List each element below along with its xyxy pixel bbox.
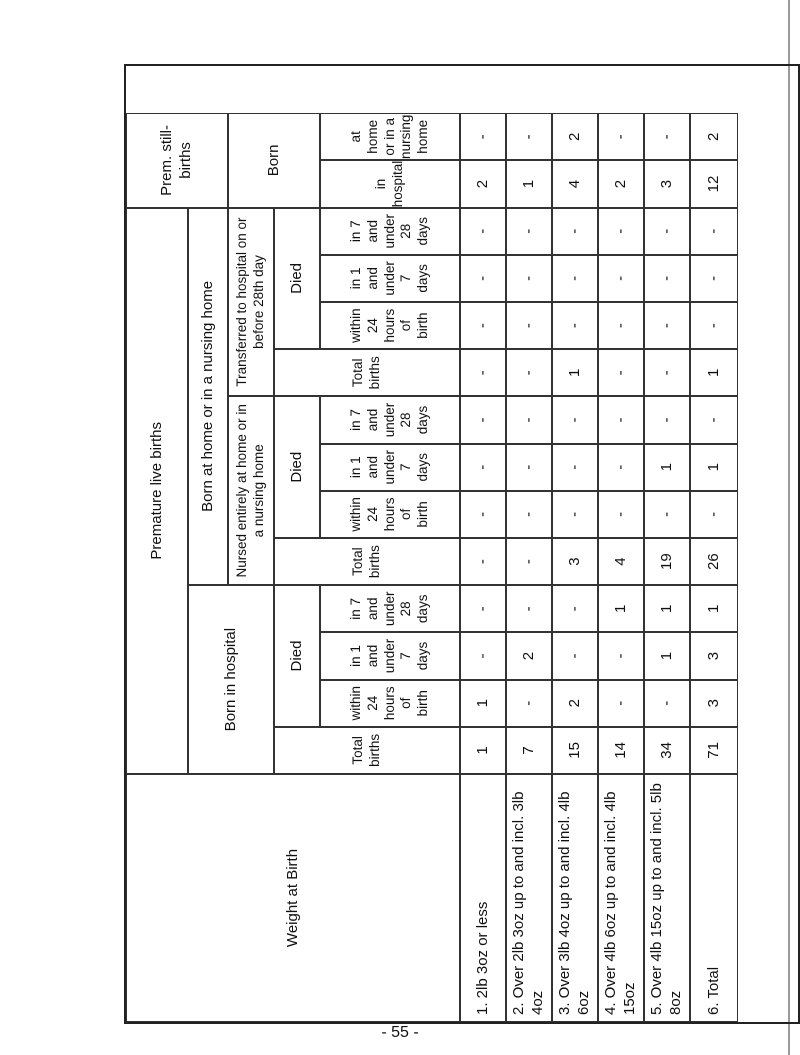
nursed-entirely-header: Nursed entirely at home or in a nursing home: [228, 396, 274, 585]
table-cell: 12: [690, 160, 738, 207]
table-cell: 1: [644, 444, 690, 491]
table-cell: -: [644, 491, 690, 538]
table-cell: -: [460, 113, 506, 160]
table-cell: -: [460, 632, 506, 679]
born-at-home-or-nursing-header: Born at home or in a nursing home: [188, 208, 228, 586]
table-cell: 2: [460, 160, 506, 207]
table-cell: -: [644, 302, 690, 349]
table-cell: -: [598, 396, 644, 443]
table-cell: 1: [690, 444, 738, 491]
row-label: 5. Over 4lb 15oz up to and incl. 5lb 8oz: [644, 774, 690, 1022]
table-cell: -: [506, 585, 552, 632]
table-cell: -: [690, 302, 738, 349]
table-cell: -: [644, 349, 690, 396]
table-cell: -: [598, 208, 644, 255]
table-cell: -: [506, 491, 552, 538]
table-cell: 4: [598, 538, 644, 585]
tr-total-births-header: Total births: [274, 349, 460, 396]
table-cell: 3: [644, 160, 690, 207]
table-cell: 1: [598, 585, 644, 632]
born-in-hospital-header: Born in hospital: [188, 585, 274, 774]
table-cell: 19: [644, 538, 690, 585]
table-cell: -: [552, 208, 598, 255]
nh-total-births-header: Total births: [274, 538, 460, 585]
table-cell: 1: [552, 349, 598, 396]
table-cell: 2: [552, 113, 598, 160]
table-cell: -: [506, 538, 552, 585]
table-cell: -: [460, 538, 506, 585]
sb-hospital-header: in hospital: [320, 160, 460, 207]
table-cell: -: [460, 208, 506, 255]
table-cell: 14: [598, 727, 644, 774]
table-cell: 2: [598, 160, 644, 207]
table-cell: -: [690, 255, 738, 302]
table-cell: -: [460, 444, 506, 491]
table-cell: -: [690, 208, 738, 255]
table-cell: -: [460, 585, 506, 632]
table-cell: -: [598, 444, 644, 491]
table-cell: -: [552, 632, 598, 679]
table-cell: -: [598, 113, 644, 160]
tr-1-7-header: in 1 and under 7 days: [320, 255, 460, 302]
table-cell: 1: [644, 632, 690, 679]
page-number: - 55 -: [381, 1024, 419, 1041]
row-label: 4. Over 4lb 6oz up to and incl. 4lb 15oz: [598, 774, 644, 1022]
table-cell: -: [552, 585, 598, 632]
prem-stillbirths-header: Prem. still-births: [126, 113, 228, 207]
bh-7-28-header: in 7 and under 28 days: [320, 585, 460, 632]
table-cell: -: [506, 444, 552, 491]
table-cell: -: [460, 302, 506, 349]
table-cell: 26: [690, 538, 738, 585]
table-cell: 3: [552, 538, 598, 585]
table-cell: -: [506, 255, 552, 302]
table-cell: -: [690, 491, 738, 538]
table-cell: 7: [506, 727, 552, 774]
table-cell: 1: [460, 727, 506, 774]
row-label: 6. Total: [690, 774, 738, 1022]
table-cell: 4: [552, 160, 598, 207]
table-cell: -: [506, 349, 552, 396]
nh-7-28-header: in 7 and under 28 days: [320, 396, 460, 443]
table-cell: -: [506, 396, 552, 443]
table-cell: -: [506, 680, 552, 727]
table-cell: -: [552, 444, 598, 491]
table-cell: 1: [506, 160, 552, 207]
table-wrapper: [124, 64, 800, 1024]
table-cell: -: [598, 632, 644, 679]
table-cell: -: [598, 349, 644, 396]
table-cell: 15: [552, 727, 598, 774]
tr-7-28-header: in 7 and under 28 days: [320, 208, 460, 255]
bh-1-7-header: in 1 and under 7 days: [320, 632, 460, 679]
table-cell: -: [690, 396, 738, 443]
row-label: 3. Over 3lb 4oz up to and incl. 4lb 6oz: [552, 774, 598, 1022]
born-header: Born: [228, 113, 320, 207]
table-cell: 1: [460, 680, 506, 727]
table-cell: 2: [552, 680, 598, 727]
sb-home-header: at home or in a nursing home: [320, 113, 460, 160]
table-cell: -: [552, 396, 598, 443]
table-cell: 1: [644, 585, 690, 632]
tr-24h-header: within 24 hours of birth: [320, 302, 460, 349]
row-label: 1. 2lb 3oz or less: [460, 774, 506, 1022]
table-cell: 71: [690, 727, 738, 774]
table-cell: 3: [690, 680, 738, 727]
table-cell: -: [644, 113, 690, 160]
bh-total-births-header: Total births: [274, 727, 460, 774]
table-cell: -: [644, 396, 690, 443]
premature-live-births-header: Premature live births: [126, 208, 188, 774]
premature-births-table: [124, 64, 800, 1024]
transferred-header: Transferred to hospital on or before 28th day: [228, 208, 274, 397]
table-cell: -: [460, 255, 506, 302]
bh-24h-header: within 24 hours of birth: [320, 680, 460, 727]
table-cell: 34: [644, 727, 690, 774]
table-cell: 1: [690, 349, 738, 396]
table-cell: -: [460, 491, 506, 538]
table-cell: -: [598, 680, 644, 727]
table-cell: -: [460, 396, 506, 443]
table-cell: -: [506, 302, 552, 349]
table-cell: -: [598, 491, 644, 538]
table-cell: -: [460, 349, 506, 396]
table-cell: -: [598, 255, 644, 302]
weight-at-birth-header: Weight at Birth: [126, 774, 460, 1022]
table-cell: -: [506, 208, 552, 255]
table-cell: 2: [690, 113, 738, 160]
nh-24h-header: within 24 hours of birth: [320, 491, 460, 538]
table-cell: -: [598, 302, 644, 349]
row-label: 2. Over 2lb 3oz up to and incl. 3lb 4oz: [506, 774, 552, 1022]
table-cell: -: [644, 680, 690, 727]
table-cell: -: [552, 491, 598, 538]
table-cell: -: [644, 255, 690, 302]
table-cell: -: [552, 255, 598, 302]
table-cell: 3: [690, 632, 738, 679]
table-cell: 1: [690, 585, 738, 632]
nh-1-7-header: in 1 and under 7 days: [320, 444, 460, 491]
table-cell: 2: [506, 632, 552, 679]
bh-died-header: Died: [274, 585, 320, 727]
nh-died-header: Died: [274, 396, 320, 538]
table-cell: -: [506, 113, 552, 160]
table-cell: -: [644, 208, 690, 255]
tr-died-header: Died: [274, 208, 320, 350]
table-cell: -: [552, 302, 598, 349]
